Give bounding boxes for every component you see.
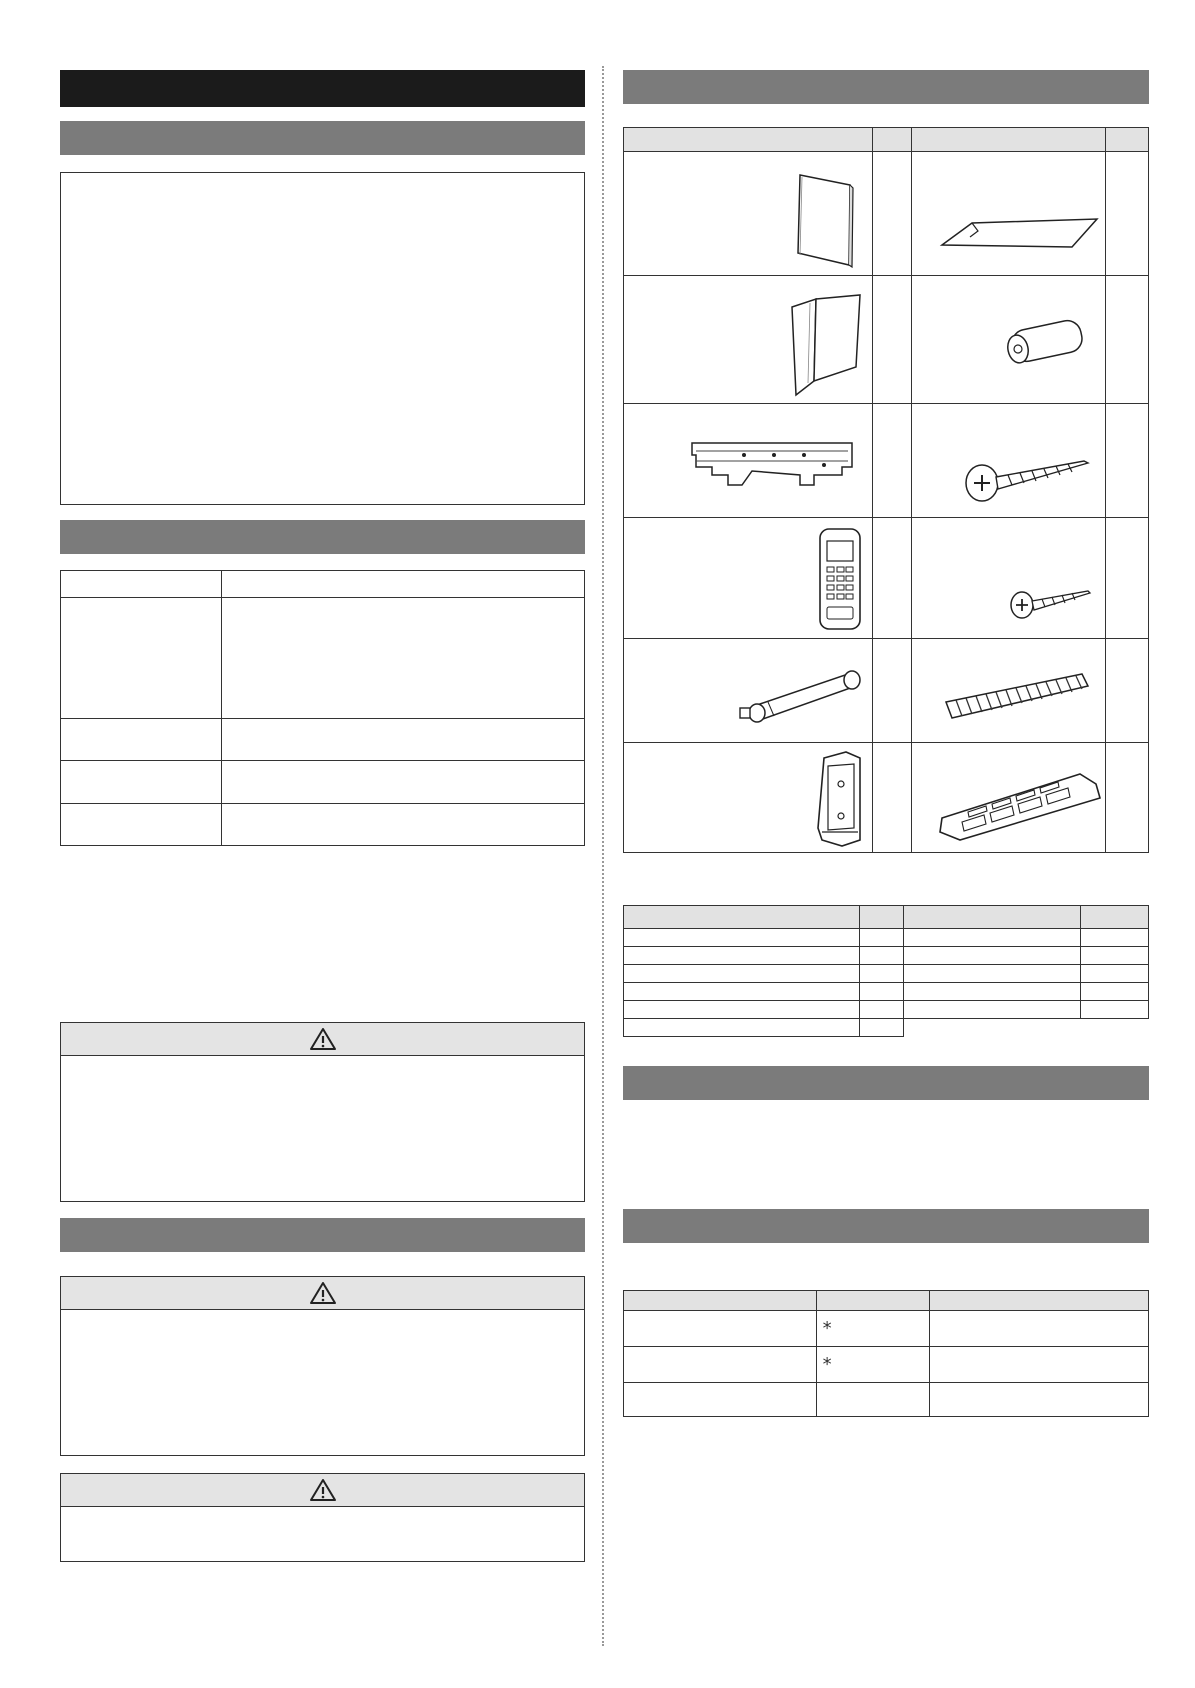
- filter-frame-icon: [912, 744, 1104, 852]
- warning-box-1: [60, 1022, 585, 1202]
- notice-box: [60, 172, 585, 505]
- table-row: [61, 598, 585, 719]
- table-row: [624, 1383, 1149, 1417]
- table-row: [624, 518, 1149, 639]
- section-bar-4: [623, 1066, 1149, 1100]
- section-bar-5: [623, 1209, 1149, 1243]
- insulation-tape-icon: [912, 153, 1104, 275]
- installation-manual-icon: [624, 277, 871, 403]
- wall-hook-bracket-icon: [624, 405, 871, 517]
- warning-box-header: [61, 1023, 584, 1056]
- section-bar-2: [60, 520, 585, 554]
- tapping-screw-small-icon: [912, 519, 1104, 638]
- asterisk-mark: *: [822, 1354, 832, 1375]
- table-row: [624, 276, 1149, 404]
- section-bar-accessories: [623, 70, 1149, 104]
- table-row: [624, 1001, 1149, 1019]
- table-row: [624, 1347, 1149, 1383]
- optional-parts-table: [623, 905, 1149, 1037]
- table-row: [624, 1019, 1149, 1037]
- warning-box-header: [61, 1474, 584, 1507]
- asterisk-mark: *: [822, 1318, 832, 1339]
- warning-box-2: [60, 1276, 585, 1456]
- operating-manual-icon: [624, 153, 871, 275]
- column-divider: [602, 66, 604, 1646]
- warning-box-3: [60, 1473, 585, 1562]
- table-row: [61, 571, 585, 598]
- cap-icon: [912, 277, 1104, 403]
- table-header-row: [624, 1291, 1149, 1311]
- page-title-bar: [60, 70, 585, 107]
- asterisk-mark: [817, 1389, 823, 1410]
- warning-triangle-icon: [309, 1478, 337, 1502]
- table-row: [624, 929, 1149, 947]
- table-row: [624, 404, 1149, 518]
- table-row: [624, 152, 1149, 276]
- table-row: [624, 639, 1149, 743]
- battery-icon: [624, 640, 871, 742]
- table-row: [624, 1311, 1149, 1347]
- remote-controller-icon: [624, 519, 871, 638]
- table-header-row: [624, 906, 1149, 929]
- air-cleaning-filter-icon: [912, 640, 1104, 742]
- table-row: [61, 761, 585, 804]
- table-row: [624, 965, 1149, 983]
- table-row: [624, 947, 1149, 965]
- table-row: [624, 743, 1149, 853]
- table-row: [61, 719, 585, 761]
- tapping-screw-large-icon: [912, 405, 1104, 517]
- section-bar-1: [60, 121, 585, 155]
- table-row: [624, 983, 1149, 1001]
- installation-options-table: [623, 1290, 1149, 1417]
- warning-triangle-icon: [309, 1027, 337, 1051]
- remote-controller-holder-icon: [624, 744, 871, 852]
- specification-table: [60, 570, 585, 846]
- table-row: [61, 804, 585, 846]
- warning-triangle-icon: [309, 1281, 337, 1305]
- accessories-table: [623, 127, 1149, 853]
- table-header-row: [624, 128, 1149, 152]
- warning-box-header: [61, 1277, 584, 1310]
- section-bar-3: [60, 1218, 585, 1252]
